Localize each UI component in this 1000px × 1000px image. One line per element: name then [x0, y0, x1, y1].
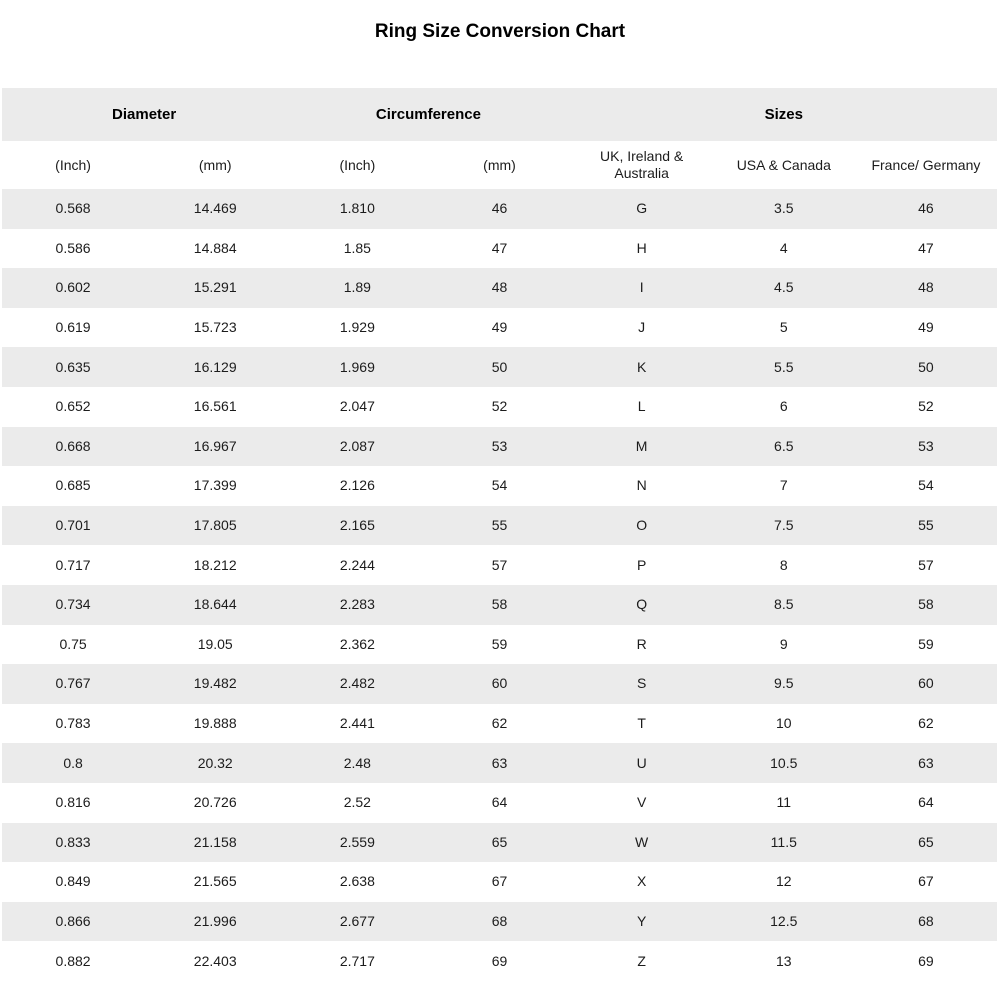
- table-row: [2, 308, 997, 348]
- table-cell: 58: [918, 596, 934, 613]
- table-cell: 63: [491, 754, 508, 771]
- table-cell: 6: [779, 398, 788, 415]
- column-header-usa-canada: USA & Canada: [736, 156, 831, 173]
- table-cell: 2.126: [339, 477, 375, 494]
- table-cell: 2.52: [343, 794, 371, 811]
- table-row: [2, 783, 997, 823]
- table-cell: K: [636, 358, 647, 375]
- table-body: [2, 189, 997, 981]
- table-cell: 49: [918, 319, 934, 336]
- table-cell: 68: [918, 912, 934, 929]
- table-cell: 52: [918, 398, 934, 415]
- table-row: [2, 823, 997, 863]
- table-cell: 10: [775, 715, 792, 732]
- table-cell: 19.05: [197, 635, 233, 652]
- group-header-diameter: Diameter: [112, 106, 177, 123]
- table-cell: 46: [918, 200, 934, 217]
- table-cell: 0.783: [55, 715, 91, 732]
- table-cell: 2.638: [339, 873, 375, 890]
- table-cell: 11: [776, 794, 792, 811]
- column-header-uk-ireland-australia: UK, Ireland & Australia: [600, 148, 684, 181]
- table-cell: 53: [918, 437, 934, 454]
- table-cell: 53: [491, 437, 508, 454]
- table-row: [2, 545, 997, 585]
- table-cell: 3.5: [774, 200, 794, 217]
- table-cell: Z: [637, 952, 646, 969]
- table-cell: 2.283: [339, 596, 375, 613]
- table-cell: 50: [918, 358, 934, 375]
- table-cell: 4: [779, 239, 788, 256]
- table-cell: 46: [491, 200, 508, 217]
- table-row: [2, 268, 997, 308]
- table-row: [2, 743, 997, 783]
- table-cell: 0.619: [55, 319, 91, 336]
- table-cell: 0.701: [55, 517, 91, 534]
- table-cell: 59: [491, 635, 508, 652]
- table-cell: 9.5: [774, 675, 794, 692]
- table-group-header-row: [2, 88, 997, 141]
- table-cell: W: [635, 833, 649, 850]
- table-cell: 0.602: [55, 279, 91, 296]
- table-row: [2, 189, 997, 229]
- table-cell: 2.482: [339, 675, 375, 692]
- conversion-table: [2, 88, 997, 981]
- table-cell: 17.399: [193, 477, 237, 494]
- table-cell: 21.565: [193, 873, 237, 890]
- table-cell: 60: [918, 675, 934, 692]
- table-cell: S: [636, 675, 647, 692]
- table-cell: 58: [491, 596, 508, 613]
- table-cell: 65: [491, 833, 508, 850]
- table-cell: 2.441: [339, 715, 375, 732]
- table-cell: 0.668: [55, 437, 91, 454]
- table-cell: 67: [918, 873, 934, 890]
- table-cell: 57: [918, 556, 934, 573]
- table-cell: 18.644: [193, 596, 237, 613]
- table-cell: U: [636, 754, 647, 771]
- table-cell: N: [636, 477, 647, 494]
- table-cell: 49: [491, 319, 508, 336]
- table-cell: 1.929: [339, 319, 375, 336]
- table-cell: 69: [918, 952, 934, 969]
- table-cell: 8: [779, 556, 788, 573]
- table-cell: 64: [918, 794, 934, 811]
- table-cell: 17.805: [193, 517, 237, 534]
- table-cell: L: [637, 398, 646, 415]
- page-title: Ring Size Conversion Chart: [374, 21, 626, 42]
- table-cell: 21.158: [193, 833, 237, 850]
- column-header-diameter-inch: (Inch): [55, 156, 91, 173]
- table-cell: X: [636, 873, 647, 890]
- table-cell: 0.568: [55, 200, 91, 217]
- table-cell: 11.5: [770, 833, 797, 850]
- table-row: [2, 585, 997, 625]
- group-header-sizes: Sizes: [764, 106, 803, 123]
- table-cell: 2.48: [343, 754, 371, 771]
- table-cell: 0.734: [55, 596, 91, 613]
- table-cell: 48: [491, 279, 508, 296]
- table-cell: 0.652: [55, 398, 91, 415]
- column-header-france-germany: France/ Germany: [871, 156, 981, 173]
- table-cell: 0.635: [55, 358, 91, 375]
- table-cell: 8.5: [774, 596, 794, 613]
- table-cell: 0.882: [55, 952, 91, 969]
- table-cell: 16.561: [193, 398, 237, 415]
- table-cell: 0.767: [55, 675, 91, 692]
- column-header-circumference-mm: (mm): [483, 156, 516, 173]
- table-cell: 2.244: [339, 556, 375, 573]
- column-header-circumference-inch: (Inch): [339, 156, 376, 173]
- table-cell: Q: [636, 596, 648, 613]
- table-cell: 52: [491, 398, 508, 415]
- table-cell: 21.996: [193, 912, 237, 929]
- table-cell: 0.685: [55, 477, 91, 494]
- table-cell: 64: [491, 794, 508, 811]
- table-cell: 1.810: [339, 200, 375, 217]
- table-cell: 55: [491, 517, 508, 534]
- table-row: [2, 902, 997, 942]
- table-cell: 14.469: [193, 200, 237, 217]
- table-cell: 67: [491, 873, 508, 890]
- table-cell: 48: [918, 279, 934, 296]
- table-row: [2, 427, 997, 467]
- table-cell: T: [637, 715, 646, 732]
- table-cell: 0.849: [55, 873, 91, 890]
- table-cell: Y: [636, 912, 647, 929]
- table-cell: 0.816: [55, 794, 91, 811]
- table-cell: I: [639, 279, 644, 296]
- table-cell: 2.362: [339, 635, 375, 652]
- table-cell: 19.888: [193, 715, 237, 732]
- table-cell: H: [636, 239, 647, 256]
- table-cell: R: [636, 635, 647, 652]
- table-cell: 2.717: [339, 952, 375, 969]
- table-cell: 60: [491, 675, 508, 692]
- table-cell: 10.5: [770, 754, 798, 771]
- table-cell: 1.969: [339, 358, 375, 375]
- table-cell: 1.85: [343, 239, 371, 256]
- table-cell: G: [636, 200, 648, 217]
- table-cell: V: [636, 794, 647, 811]
- table-row: [2, 466, 997, 506]
- table-row: [2, 862, 997, 902]
- table-cell: 16.129: [193, 358, 237, 375]
- table-row: [2, 387, 997, 427]
- table-row: [2, 347, 997, 387]
- table-cell: 55: [918, 517, 934, 534]
- table-cell: 0.717: [55, 556, 91, 573]
- table-cell: 22.403: [193, 952, 237, 969]
- table-cell: O: [636, 517, 648, 534]
- table-cell: 62: [918, 715, 934, 732]
- table-cell: P: [636, 556, 647, 573]
- table-cell: 20.726: [193, 794, 237, 811]
- table-cell: 2.559: [339, 833, 375, 850]
- table-subheader-row: [2, 141, 997, 189]
- table-cell: 47: [491, 239, 508, 256]
- table-cell: 14.884: [193, 239, 237, 256]
- table-cell: 0.8: [63, 754, 83, 771]
- table-cell: 5: [779, 319, 788, 336]
- table-cell: 19.482: [193, 675, 237, 692]
- table-cell: 0.866: [55, 912, 91, 929]
- table-row: [2, 941, 997, 981]
- table-cell: 57: [491, 556, 508, 573]
- table-cell: 54: [491, 477, 508, 494]
- table-row: [2, 229, 997, 269]
- table-cell: 2.165: [339, 517, 375, 534]
- table-cell: 68: [491, 912, 508, 929]
- table-cell: 2.087: [339, 437, 375, 454]
- table-cell: J: [638, 319, 646, 336]
- table-cell: 0.833: [55, 833, 91, 850]
- table-cell: 6.5: [774, 437, 794, 454]
- table-cell: 16.967: [193, 437, 237, 454]
- table-cell: 59: [918, 635, 934, 652]
- table-cell: 15.723: [193, 319, 237, 336]
- table-cell: 12: [775, 873, 792, 890]
- table-cell: 9: [779, 635, 788, 652]
- table-cell: 50: [491, 358, 508, 375]
- table-cell: 0.75: [59, 635, 87, 652]
- table-cell: 4.5: [774, 279, 794, 296]
- table-cell: 18.212: [193, 556, 237, 573]
- table-cell: M: [635, 437, 648, 454]
- table-cell: 12.5: [770, 912, 798, 929]
- table-row: [2, 625, 997, 665]
- table-cell: 13: [775, 952, 792, 969]
- table-cell: 15.291: [193, 279, 237, 296]
- group-header-circumference: Circumference: [375, 106, 481, 123]
- table-cell: 20.32: [197, 754, 233, 771]
- table-row: [2, 506, 997, 546]
- table-cell: 5.5: [774, 358, 794, 375]
- table-cell: 2.047: [339, 398, 375, 415]
- table-cell: 47: [918, 239, 934, 256]
- table-cell: 54: [918, 477, 934, 494]
- table-cell: 62: [491, 715, 508, 732]
- table-row: [2, 704, 997, 744]
- table-cell: 1.89: [343, 279, 371, 296]
- table-cell: 69: [491, 952, 508, 969]
- table-cell: 0.586: [55, 239, 91, 256]
- table-cell: 65: [918, 833, 934, 850]
- table-row: [2, 664, 997, 704]
- table-cell: 7.5: [774, 517, 794, 534]
- table-cell: 63: [918, 754, 934, 771]
- table-cell: 2.677: [339, 912, 375, 929]
- table-cell: 7: [779, 477, 788, 494]
- column-header-diameter-mm: (mm): [198, 156, 232, 173]
